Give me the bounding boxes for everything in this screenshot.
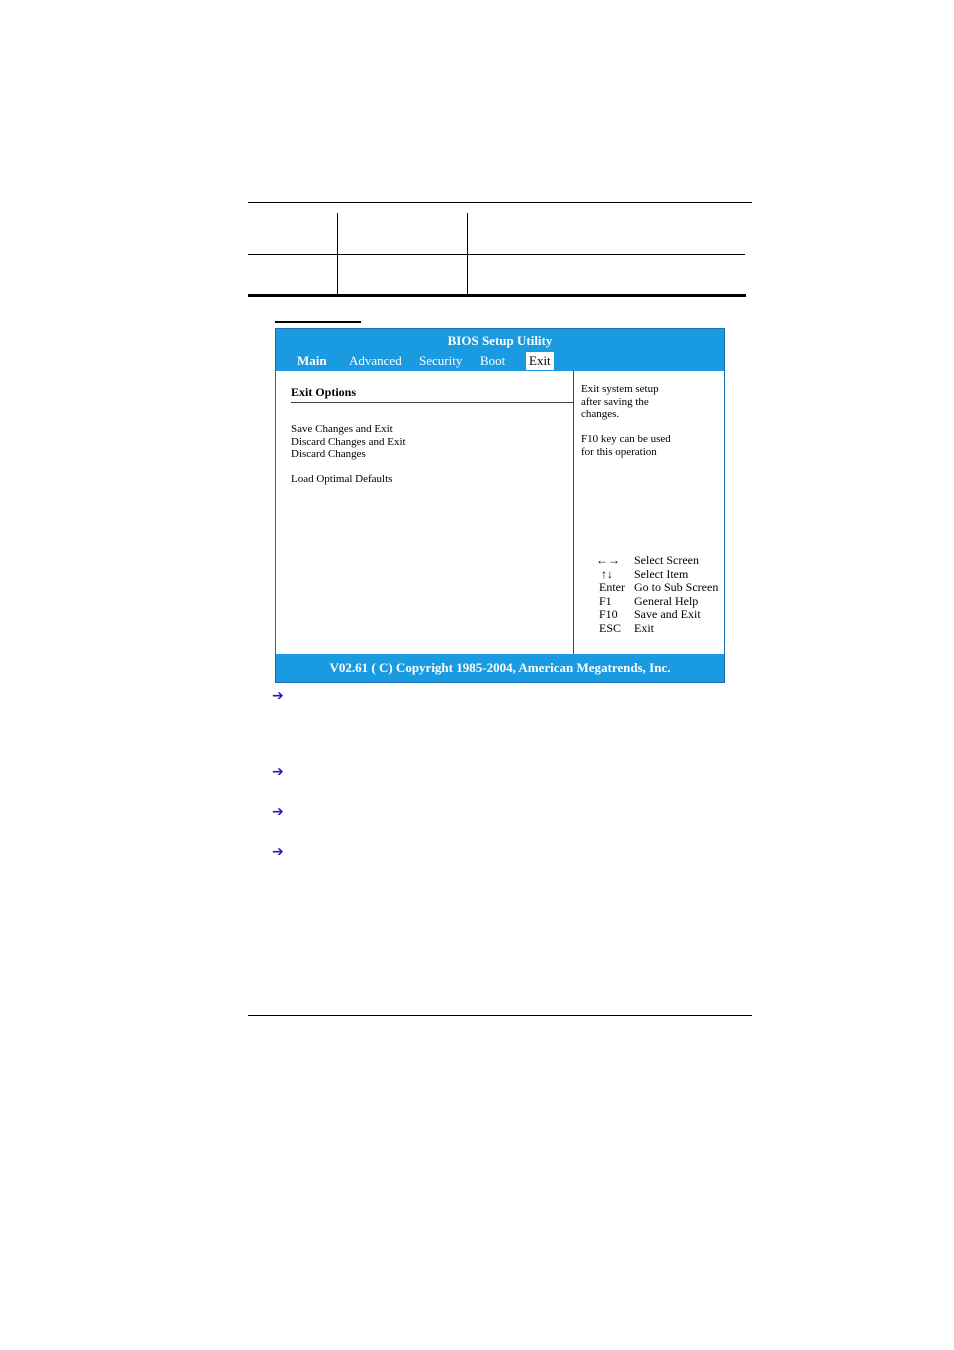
header-table-row-rule (248, 254, 745, 255)
section-rule (291, 402, 573, 403)
help-line: after saving the (581, 395, 649, 408)
bios-pane-divider (573, 371, 574, 654)
bios-menu-bar (276, 351, 724, 371)
help-line: Exit system setup (581, 383, 659, 395)
bullet-arrow-icon: ➔ (272, 688, 284, 704)
up-down-arrow-icon: ↑↓ (601, 567, 613, 581)
section-title: Exit Options (291, 385, 357, 399)
bullet-arrow-icon: ➔ (272, 804, 284, 820)
help-line: for this operation (581, 445, 657, 458)
key-esc: ESC (599, 621, 622, 635)
key-f1: F1 (599, 594, 612, 608)
option-save-changes-and-exit[interactable]: Save Changes and Exit (291, 423, 393, 435)
key-desc-general-help: General Help (634, 594, 699, 608)
key-desc-select-item: Select Item (634, 567, 689, 581)
bios-title: BIOS Setup Utility (276, 329, 724, 351)
menu-security[interactable]: Security (419, 353, 463, 368)
heading-underline (275, 321, 361, 323)
key-f10: F10 (599, 607, 618, 621)
key-desc-exit: Exit (634, 621, 654, 635)
key-desc-go-to-sub-screen: Go to Sub Screen (634, 580, 719, 594)
header-table-top-rule (248, 202, 752, 203)
menu-boot[interactable]: Boot (480, 353, 506, 368)
menu-exit[interactable]: Exit (526, 352, 554, 370)
help-line: F10 key can be used (581, 433, 671, 446)
footer-rule (248, 1015, 752, 1016)
help-line: changes. (581, 408, 620, 421)
bios-footer: V02.61 ( C) Copyright 1985-2004, American Megatrends, Inc. (276, 654, 724, 682)
option-discard-changes[interactable]: Discard Changes (291, 448, 366, 460)
key-enter: Enter (599, 580, 625, 594)
bullet-arrow-icon: ➔ (272, 764, 284, 780)
left-right-arrow-icon: ←→ (596, 553, 620, 567)
key-desc-select-screen: Select Screen (634, 553, 699, 567)
menu-main[interactable]: Main (297, 353, 327, 368)
menu-advanced[interactable]: Advanced (349, 353, 402, 368)
bios-window (275, 328, 725, 683)
option-load-optimal-defaults[interactable]: Load Optimal Defaults (291, 473, 393, 485)
option-discard-changes-and-exit[interactable]: Discard Changes and Exit (291, 436, 406, 448)
help-text (581, 383, 721, 459)
bullet-arrow-icon: ➔ (272, 844, 284, 860)
header-table-bottom-rule (248, 294, 746, 297)
key-desc-save-and-exit: Save and Exit (634, 607, 701, 621)
